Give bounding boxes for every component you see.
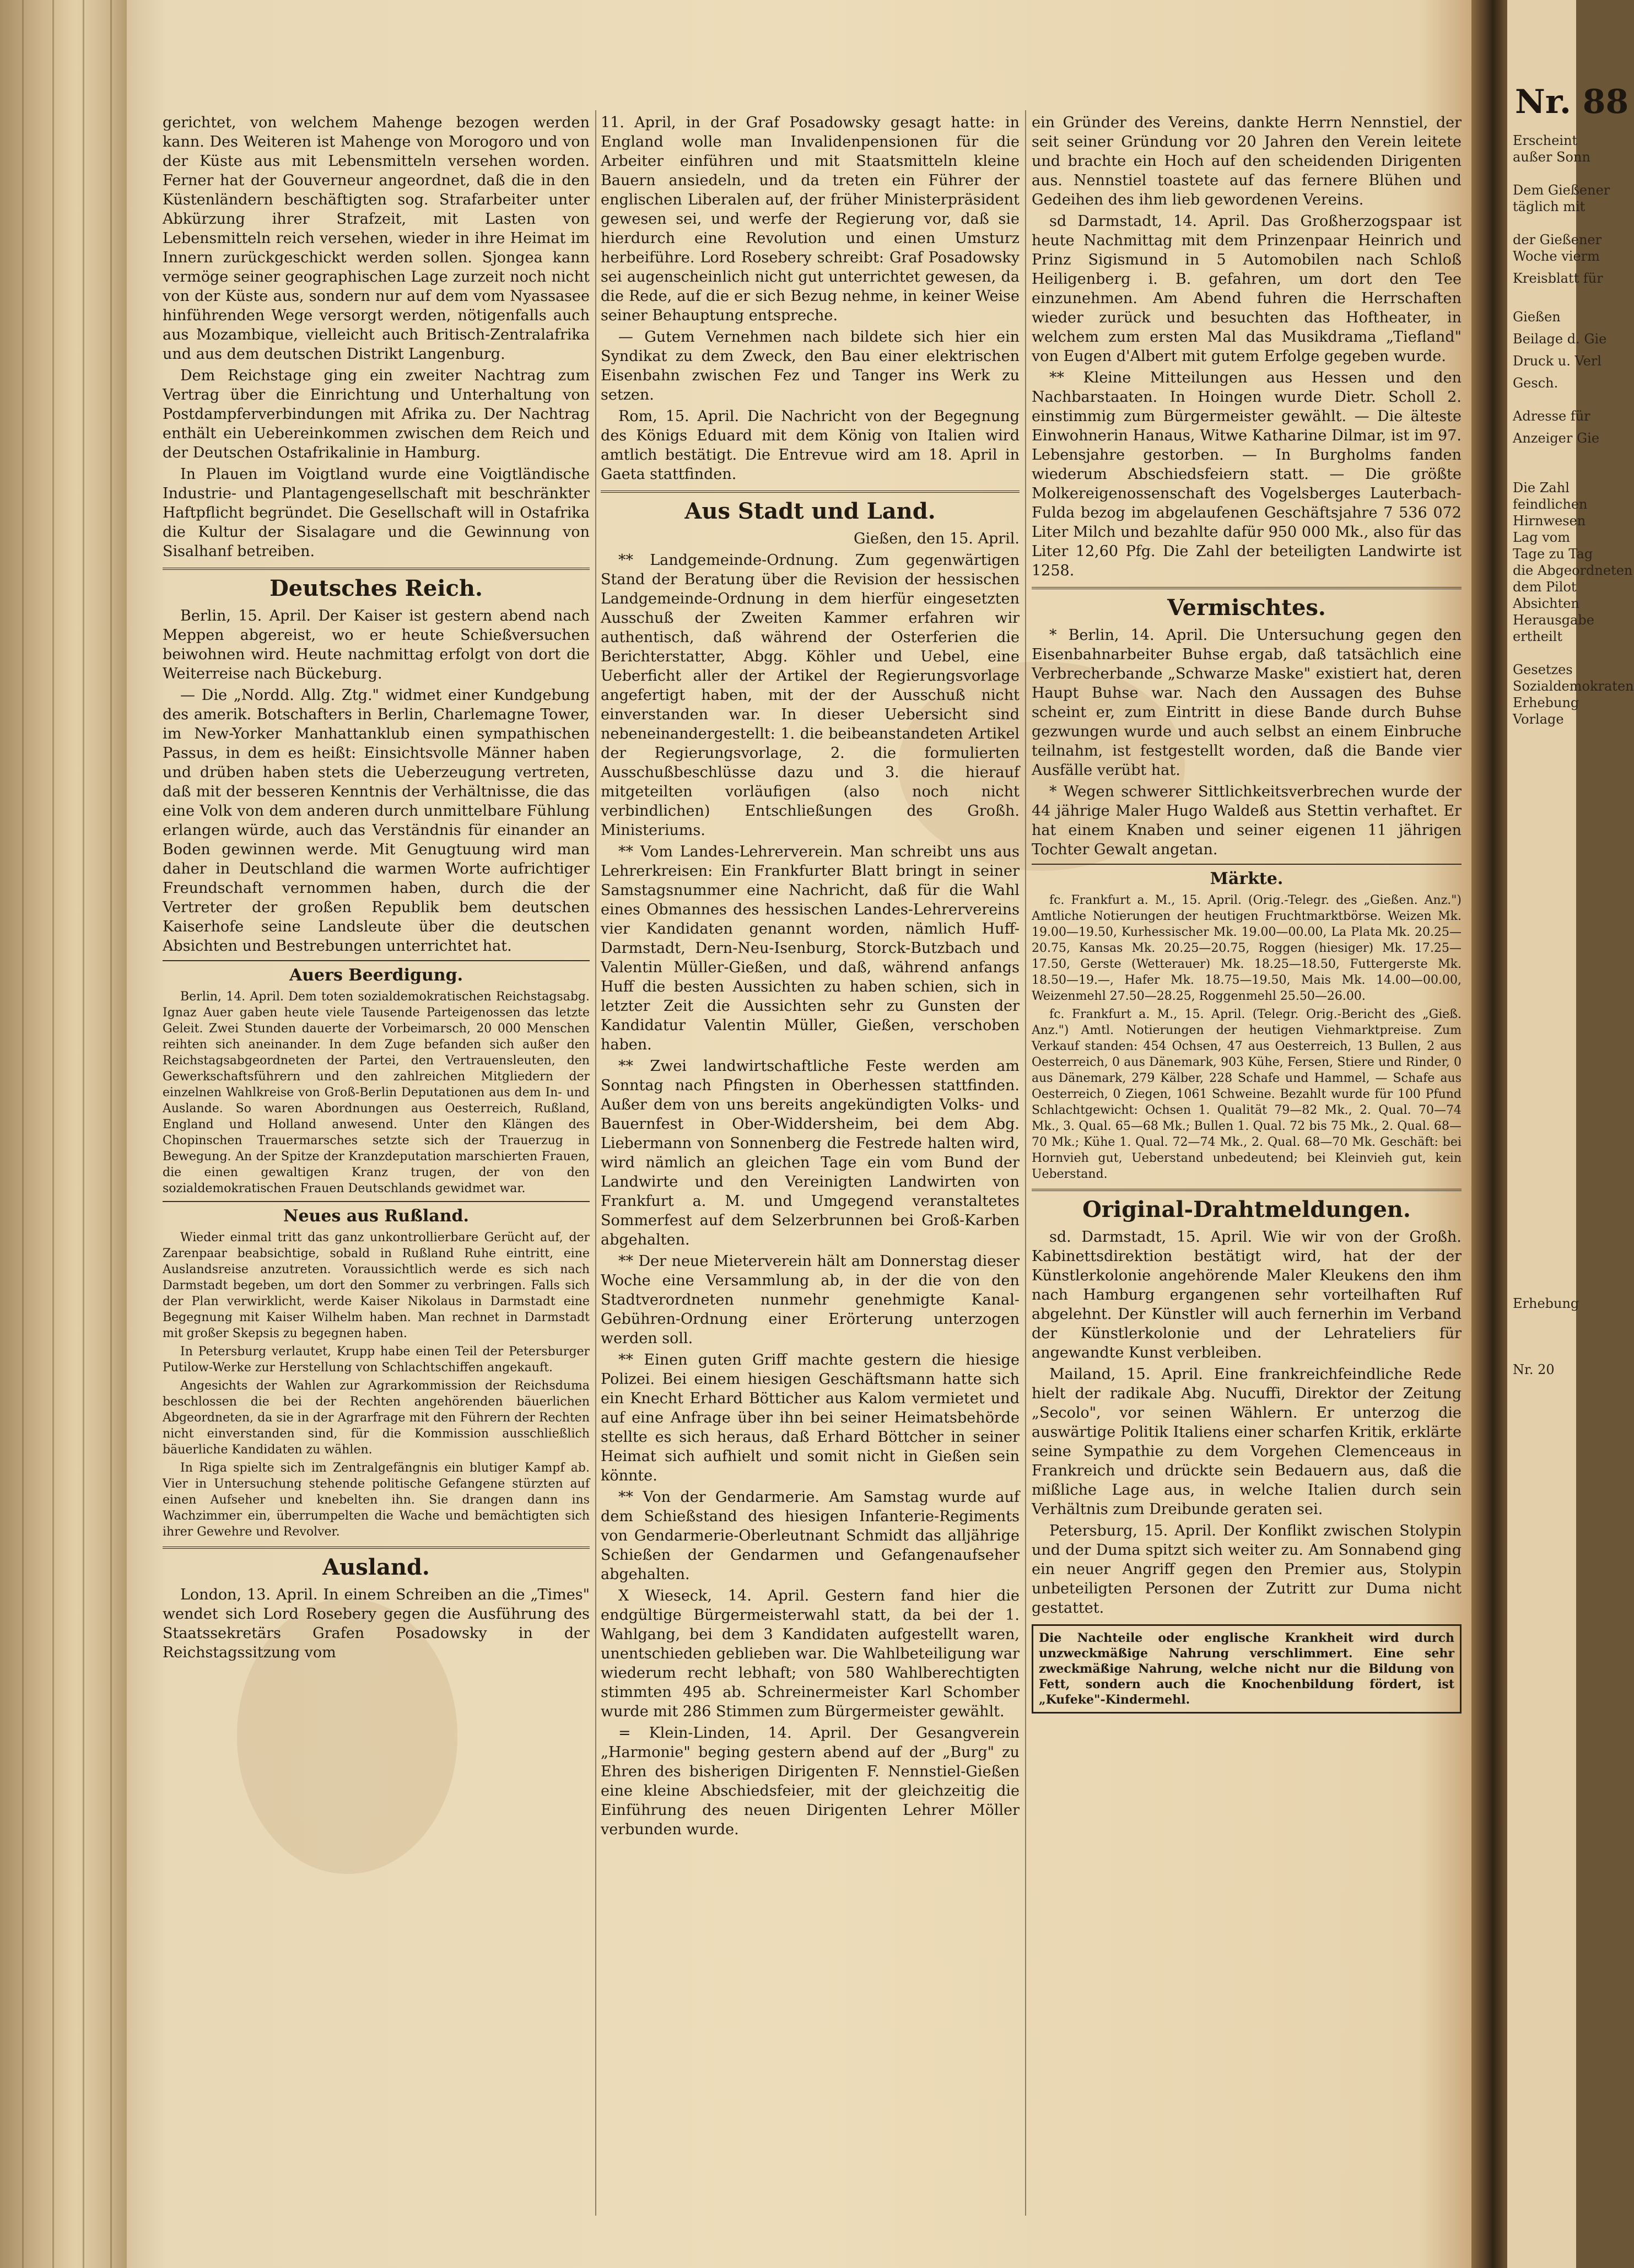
article-paragraph: ** Von der Gendarmerie. Am Samstag wurde auf dem Schießstand des hiesigen Infanterie-Regiments von Gendarmerie-Oberleutnant Schmidt das alljährige Schießen der Gendarmen und Gefangenaufseher abgehalten. <box>601 1489 1020 1583</box>
article-paragraph: fc. Frankfurt a. M., 15. April. (Telegr. Orig.-Bericht des „Gieß. Anz.") Amtl. Notierungen der heutigen Viehmarktpreise. Zum Verkauf standen: 454 Ochsen, 47 aus Oesterreich, 13 Bullen, 2 aus Oesterreich, 0 aus Dänemark, 903 Kühe, Fersen, Stiere und Rinder, 0 aus Dänemark, 279 Kälber, 228 Schafe und Hammel, — Schafe aus Oesterreich, 0 Ziegen, 1061 Schweine. Bezahlt wurde für 100 Pfund Schlachtgewicht: Ochsen 1. Qualität 79—82 Mk., 2. Qual. 70—74 Mk., 3. Qual. 65—68 Mk.; Bullen 1. Qual. 72 bis 75 Mk., 2. Qual. 68—70 Mk.; Kühe 1. Qual. 72—74 Mk., 2. Qual. 68—70 Mk. Geschäft: bei Hornvieh gut, Ueberstand unbedeutend; bei Kleinvieh gut, kein Ueberstand. <box>1032 1008 1462 1181</box>
article-paragraph: ** Zwei landwirtschaftliche Feste werden am Sonntag nach Pfingsten in Oberhessen stattfinden. Außer dem von uns bereits angekündigten Volks- und Bauernfest in Ober-Widdersheim, bei dem Abg. Liebermann von Sonnenberg die Festrede halten wird, wird nämlich an gleichen Tage ein vom Bund der Landwirte und den Vereinigten Landwirten von Frankfurt a. M. und Umgegend veranstaltetes Sommerfest auf dem Selzerbrunnen bei Groß-Karben abgehalten. <box>601 1058 1020 1248</box>
section-heading: Vermischtes. <box>1032 587 1462 622</box>
article-paragraph: sd. Darmstadt, 15. April. Wie wir von der Großh. Kabinettsdirektion bestätigt wird, hat der der Künstlerkolonie angehörende Maler Kleukens den ihm nach Hamburg ergangenen sehr vorteilhaften Ruf abgelehnt. Der Künstler will auch fernerhin im Verband der Künstlerkolonie und der Lehrateliers für angewandte Kunst verbleiben. <box>1032 1229 1462 1361</box>
adjacent-page-fragment: Erscheint <box>1513 133 1578 148</box>
adjacent-page-fragment: Erhebung <box>1513 1296 1579 1311</box>
article-paragraph: In Petersburg verlautet, Krupp habe einen Teil der Petersburger Putilow-Werke zur Herstellung von Schlachtschiffen angekauft. <box>163 1345 590 1375</box>
article-paragraph: Mailand, 15. April. Eine frankreichfeindliche Rede hielt der radikale Abg. Nucuffi, Direktor der Zeitung „Secolo", vor seinen Wählern. Er unterzog die auswärtige Politik Italiens einer scharfen Kritik, erklärte seine Sympathie zu dem Vorgehen Clemenceaus in Frankreich und drückte sein Bedauern aus, daß die mißliche Lage aus, in welche Italien durch sein Verhältnis zum Dreibunde geraten sei. <box>1032 1366 1462 1518</box>
article-paragraph: ** Einen guten Griff machte gestern die hiesige Polizei. Bei einem hiesigen Geschäftsmann hatte sich ein Knecht Erhard Bötticher aus Kalom vermietet und auf eine Anfrage über ihn bei seiner Heimatsbehörde stellte es sich heraus, daß Erhard Böttcher in seiner Heimat sich aufhielt und somit nicht in Gießen sein könnte. <box>601 1351 1020 1484</box>
article-paragraph: ** Der neue Mieterverein hält am Donnerstag dieser Woche eine Versammlung ab, in der die von den Stadtverordneten nunmehr genehmigte Kanal-Gebühren-Ordnung einer Erörterung unterzogen werden soll. <box>601 1253 1020 1347</box>
section-heading: Aus Stadt und Land. <box>601 491 1020 526</box>
article-paragraph: Berlin, 15. April. Der Kaiser ist gestern abend nach Meppen abgereist, wo er heute Schießversuchen beiwohnen wird. Heute nachmittag erfolgt von dort die Weiterreise nach Bückeburg. <box>163 607 590 682</box>
column-rule <box>595 110 596 2216</box>
article-paragraph: — Die „Nordd. Allg. Ztg." widmet einer Kundgebung des amerik. Botschafters in Berlin, Charlemagne Tower, im New-Yorker Manhattanklub einen sympathischen Passus, in dem es heißt: Einsichtsvolle Männer haben und drüben haben stets die Ueberzeugung vertreten, daß mit der besseren Kenntnis der Verhältnisse, die das eine Volk von dem anderen durch unmittelbare Fühlung erlangen würde, auch das Verständnis für einander an Boden gewinnen werde. Mit Genugtuung wird man daher in Deutschland die warmen Worte aufrichtiger Freundschaft vernommen haben, durch die der Vertreter der großen Republik bem deutschen Kaiserhofe seine Landsleute über die deutschen Absichten und Bestrebungen unterrichtet hat. <box>163 687 590 955</box>
adjacent-page-fragment: Absichten <box>1513 596 1579 611</box>
article-paragraph: gerichtet, von welchem Mahenge bezogen werden kann. Des Weiteren ist Mahenge von Morogoro und von der Küste aus mit Lebensmitteln versehen worden. Ferner hat der Gouverneur angeordnet, daß die in den Küstenländern beschäftigten sog. Strafarbeiter unter Abkürzung ihrer Strafzeit, mit Lasten von Lebensmitteln reich versehen, wieder in ihre Heimat im Innern zurückgeschickt werden sollen. Sjongea kann vermöge seiner geographischen Lage zurzeit noch nicht von der Küste aus, sondern nur auf dem vom Nyassasee hinführenden Wege versorgt werden, nötigenfalls auch aus Mozambique, vielleicht auch Britisch-Zentralafrika und aus dem deutschen Distrikt Langenburg. <box>163 114 590 363</box>
adjacent-page-fragment: täglich mit <box>1513 199 1586 214</box>
adjacent-page-fragment: außer Sonn <box>1513 149 1590 165</box>
adjacent-page-fragment: Anzeiger Gie <box>1513 430 1600 446</box>
article-paragraph: Rom, 15. April. Die Nachricht von der Begegnung des Königs Eduard mit dem König von Italien wird amtlich bestätigt. Die Entrevue wird am 18. April in Gaeta stattfinden. <box>601 408 1020 483</box>
article-paragraph: In Plauen im Voigtland wurde eine Voigtländische Industrie- und Plantagengesellschaft mit beschränkter Haftpflicht begründet. Die Gesellschaft will in Ostafrika die Kultur der Sisalagare und die Gewinnung von Sisalhanf betreiben. <box>163 466 590 560</box>
adjacent-page-fragment: der Gießener <box>1513 232 1602 247</box>
article-paragraph: ** Kleine Mitteilungen aus Hessen und den Nachbarstaaten. In Hoingen wurde Dietr. Scholl 2. einstimmig zum Bürgermeister gewählt. — Die älteste Einwohnerin Hanaus, Witwe Katharine Dilmar, ist im 97. Lebensjahre gestorben. — In Burgholms fanden wiederum Abschiedsfeiern statt. — Die größte Molkereigenossenschaft des Vogelsberges Lauterbach-Fulda bezog im abgelaufenen Geschäftsjahre 7 536 072 Liter Milch und bezahlte dafür 950 000 Mk., also für das Liter 12,60 Pfg. Die Zahl der beteiligten Landwirte ist 1258. <box>1032 369 1462 579</box>
article-heading: Neues aus Rußland. <box>163 1201 590 1227</box>
section-heading: Original-Drahtmeldungen. <box>1032 1189 1462 1224</box>
article-paragraph: Dem Reichstage ging ein zweiter Nachtrag zum Vertrag über die Einrichtung und Unterhaltung von Postdampferverbindungen mit Afrika zu. Der Nachtrag enthält ein Uebereinkommen zwischen dem Reich und der Deutschen Ostafrikalinie in Hamburg. <box>163 367 590 461</box>
adjacent-page-fragment: Adresse für <box>1513 408 1590 424</box>
article-heading: Märkte. <box>1032 864 1462 890</box>
article-paragraph: Petersburg, 15. April. Der Konflikt zwischen Stolypin und der Duma spitzt sich weiter zu. Am Sonnabend ging ein neuer Angriff gegen den Premier aus, Stolypin unbeteiligten Personen der Zutritt zur Duma nicht gestattet. <box>1032 1522 1462 1617</box>
adjacent-page-fragment: Gesch. <box>1513 375 1558 391</box>
article-paragraph: ** Landgemeinde-Ordnung. Zum gegenwärtigen Stand der Beratung über die Revision der hessischen Landgemeinde-Ordnung in dem hierfür eingesetzten Ausschuß der Zweiten Kammer erfahren wir authentisch, daß während der Osterferien die Berichterstatter, Abgg. Köhler und Uebel, eine Ueberficht aller der Artikel der Regierungsvorlage angefertigt haben, mit der der Ausschuß nicht einverstanden war. In dieser Uebersicht sind nebeneinandergestellt: 1. die beibeanstandeten Artikel der Regierungsvorlage, 2. die formulierten Ausschußbeschlüsse dazu und 3. die hierauf mitgeteilten vorläufigen (also noch nicht verbindlichen) Entschließungen des Großh. Ministeriums. <box>601 552 1020 839</box>
column-1 <box>163 113 590 1664</box>
article-heading: Auers Beerdigung. <box>163 960 590 987</box>
adjacent-page-fragment: dem Pilot <box>1513 579 1577 595</box>
article-paragraph: ** Vom Landes-Lehrerverein. Man schreibt uns aus Lehrerkreisen: Ein Frankfurter Blatt bringt in seiner Samstagsnummer eine Nachricht, daß für die Wahl eines Obmannes des hessischen Landes-Lehrervereins vier Kandidaten genannt worden, nämlich Huff-Darmstadt, Dern-Neu-Isenburg, Storck-Butzbach und Valentin Müller-Gießen, und daß, während anfangs Huff die besten Aussichten zu haben schien, sich in letzter Zeit die Aussichten sehr zu Gunsten der Kandidatur Valentin Müller, Gießen, verschoben haben. <box>601 843 1020 1053</box>
adjacent-page-fragment: Woche vierm <box>1513 249 1600 264</box>
adjacent-page-fragment: Gesetzes <box>1513 662 1573 677</box>
adjacent-page-fragment: Hirnwesen <box>1513 513 1586 529</box>
article-paragraph: Angesichts der Wahlen zur Agrarkommission der Reichsduma beschlossen die bei der Rechten angehörenden bäuerlichen Abgeordneten, da sie in der Agrarfrage mit den Führern der Rechten nicht einverstanden sind, für die Kommission ausschließlich bäuerliche Kandidaten zu wählen. <box>163 1379 590 1457</box>
column-3 <box>1032 113 1462 1714</box>
adjacent-page-fragment: Gießen <box>1513 309 1561 325</box>
adjacent-page-fragment: Erhebung <box>1513 695 1579 710</box>
article-paragraph: ein Gründer des Vereins, dankte Herrn Nennstiel, der seit seiner Gründung vor 20 Jahren den Verein leitete und brachte ein Hoch auf den scheidenden Dirigenten aus. Nennstiel toastete auf das fernere Blühen und Gedeihen des ihm lieb gewordenen Vereins. <box>1032 114 1462 208</box>
adjacent-page-fragment: Nr. 20 <box>1513 1362 1555 1377</box>
adjacent-page-fragment: ertheilt <box>1513 629 1562 644</box>
article-paragraph: 11. April, in der Graf Posadowsky gesagt hatte: in England wolle man Invalidenpensionen für die Arbeiter einführen und mit Staatsmitteln kleine Bauern ansiedeln, und da treten ein Führer der englischen Liberalen auf, der früher Ministerpräsident gewesen sei, und werfe der Regierung vor, daß sie hierdurch eine Revolution und einen Umsturz herbeiführe. Lord Rosebery schreibt: Graf Posadowsky sei augenscheinlich nicht gut unterrichtet gewesen, da die Rede, auf die er sich Bezug nehme, in keiner Weise seiner Behauptung entspreche. <box>601 114 1020 324</box>
adjacent-page-fragment: Dem Gießener <box>1513 182 1610 198</box>
section-heading: Ausland. <box>163 1547 590 1582</box>
adjacent-page-fragment: Vorlage <box>1513 712 1564 727</box>
adjacent-page-fragment: Lag vom <box>1513 530 1571 545</box>
article-paragraph: * Wegen schwerer Sittlichkeitsverbrechen wurde der 44 jährige Maler Hugo Waldeß aus Stettin verhaftet. Er hat einem Knaben und seiner eigenen 11 jährigen Tochter Gewalt angetan. <box>1032 783 1462 858</box>
dateline: Gießen, den 15. April. <box>853 530 1020 547</box>
article-paragraph: — Gutem Vernehmen nach bildete sich hier ein Syndikat zu dem Zweck, den Bau einer elektrischen Eisenbahn zwischen Fez und Tanger ins Werk zu setzen. <box>601 328 1020 403</box>
adjacent-page-fragment: feindlichen <box>1513 497 1588 512</box>
adjacent-page-fragment: Herausgabe <box>1513 612 1594 628</box>
adjacent-page-fragment: Druck u. Verl <box>1513 353 1601 369</box>
section-heading: Deutsches Reich. <box>163 568 590 603</box>
column-rule <box>1025 110 1026 2216</box>
book-edge <box>0 0 127 2268</box>
issue-number: Nr. 88 <box>1515 83 1629 121</box>
adjacent-page-fragment: Die Zahl <box>1513 480 1570 495</box>
adjacent-page-fragment: Tage zu Tag <box>1513 546 1593 562</box>
adjacent-page-fragment: Kreisblatt für <box>1513 271 1603 286</box>
article-paragraph: * Berlin, 14. April. Die Untersuchung gegen den Eisenbahnarbeiter Buhse ergab, daß tatsächlich eine Verbrecherbande „Schwarze Maske" existiert hat, deren Haupt Buhse war. Nach den Aussagen des Buhse scheint er, zum Eintritt in diese Bande durch Buhse gezwungen wurde und auch selbst an einem Einbruche teilnahm, ist festgestellt worden, daß die Bande vier Ausfälle verübt hat. <box>1032 627 1462 779</box>
article-paragraph: Berlin, 14. April. Dem toten sozialdemokratischen Reichstagsabg. Ignaz Auer gaben heute viele Tausende Parteigenossen das letzte Geleit. Zwei Stunden dauerte der Vorbeimarsch, 20 000 Menschen reihten sich aneinander. In dem Zuge befanden sich außer den Reichstagsabgeordneten der Partei, den Vertrauensleuten, den Gewerkschaftsführern und den zahlreichen Mitgliedern der einzelnen Wahlkreise von Groß-Berlin Deputationen aus dem In- und Auslande. So waren Abordnungen aus Oesterreich, Rußland, England und Holland anwesend. Unter den Klängen des Chopinschen Trauermarsches setzte sich der Trauerzug in Bewegung. An der Spitze der Kranzdeputation marschierten Frauen, die einen gewaltigen Kranz trugen, der von den sozialdemokratischen Frauen Deutschlands gewidmet war. <box>163 990 590 1195</box>
article-paragraph: In Riga spielte sich im Zentralgefängnis ein blutiger Kampf ab. Vier in Untersuchung stehende politische Gefangene stürzten auf einen Aufseher und knebelten ihn. Sie drangen dann ins Wachzimmer ein, überrumpelten die Wache und bemächtigten sich ihrer Gewehre und Revolver. <box>163 1461 590 1539</box>
adjacent-page <box>1507 0 1634 2268</box>
column-2 <box>601 113 1020 1841</box>
article-paragraph: X Wieseck, 14. April. Gestern fand hier die endgültige Bürgermeisterwahl statt, da bei der 1. Wahlgang, bei dem 3 Kandidaten aufgestellt waren, unentschieden geblieben war. Die Wahlbeteiligung war wiederum recht lebhaft; von 580 Wahlberechtigten stimmten 495 ab. Schreinermeister Karl Schomber wurde mit 286 Stimmen zum Bürgermeister gewählt. <box>601 1587 1020 1720</box>
article-paragraph: fc. Frankfurt a. M., 15. April. (Orig.-Telegr. des „Gießen. Anz.") Amtliche Notierungen der heutigen Fruchtmarktbörse. Weizen Mk. 19.00—19.50, Kurhessischer Mk. 19.00—00.00, La Plata Mk. 20.25—20.75, Kansas Mk. 20.25—20.75, Roggen (hiesiger) Mk. 17.25—17.50, Gerste (Wetterauer) Mk. 18.25—18.50, Futtergerste Mk. 18.50—19.—, Hafer Mk. 18.75—19.50, Mais Mk. 14.00—00.00, Weizenmehl 27.50—28.25, Roggenmehl 25.50—26.00. <box>1032 893 1462 1003</box>
adjacent-page-fragment: Sozialdemokraten <box>1513 678 1634 694</box>
article-paragraph: Wieder einmal tritt das ganz unkontrollierbare Gerücht auf, der Zarenpaar beabsichtige, sobald in Rußland Ruhe eintritt, eine Auslandsreise anzutreten. Voraussichtlich werde es sich nach Darmstadt begeben, um dort den Sommer zu verbringen. Falls sich der Plan verwirklicht, werde Kaiser Nikolaus in Darmstadt eine Begegnung mit Kaiser Wilhelm haben. Man rechnet in Darmstadt mit großer Skepsis zu begegnen haben. <box>163 1231 590 1340</box>
advertisement: Die Nachteile oder englische Krankheit wird durch unzweckmäßige Nahrung verschlimmert. Eine sehr zweckmäßige Nahrung, welche nicht nur die Bildung von Fett, sondern auch die Knochenbildung fördert, ist „Kufeke"-Kindermehl. <box>1032 1624 1462 1714</box>
adjacent-page-fragment: die Abgeordneten <box>1513 563 1633 578</box>
adjacent-page-fragment: Beilage d. Gie <box>1513 331 1607 347</box>
article-paragraph: sd Darmstadt, 14. April. Das Großherzogspaar ist heute Nachmittag mit dem Prinzenpaar Heinrich und Prinz Sigismund in 5 Automobilen nach Schloß Heiligenberg i. B. gefahren, um dort den Tee einzunehmen. Am Abend fuhren die Herrschaften wieder zurück und besuchten das Hoftheater, in welchem zum ersten Mal das Musikdrama „Tiefland" von Eugen d'Albert mit gutem Erfolge gegeben wurde. <box>1032 213 1462 365</box>
book-gutter <box>1471 0 1507 2268</box>
article-paragraph: London, 13. April. In einem Schreiben an die „Times" wendet sich Lord Rosebery gegen die Ausführung des Staatssekretärs Grafen Posadowsky in der Reichstagssitzung vom <box>163 1586 590 1661</box>
article-paragraph: = Klein-Linden, 14. April. Der Gesangverein „Harmonie" beging gestern abend auf der „Burg" zu Ehren des bisherigen Dirigenten F. Nennstiel-Gießen eine kleine Abschiedsfeier, mit der gleichzeitig die Einführung des neuen Dirigenten Lehrer Möller verbunden wurde. <box>601 1725 1020 1838</box>
